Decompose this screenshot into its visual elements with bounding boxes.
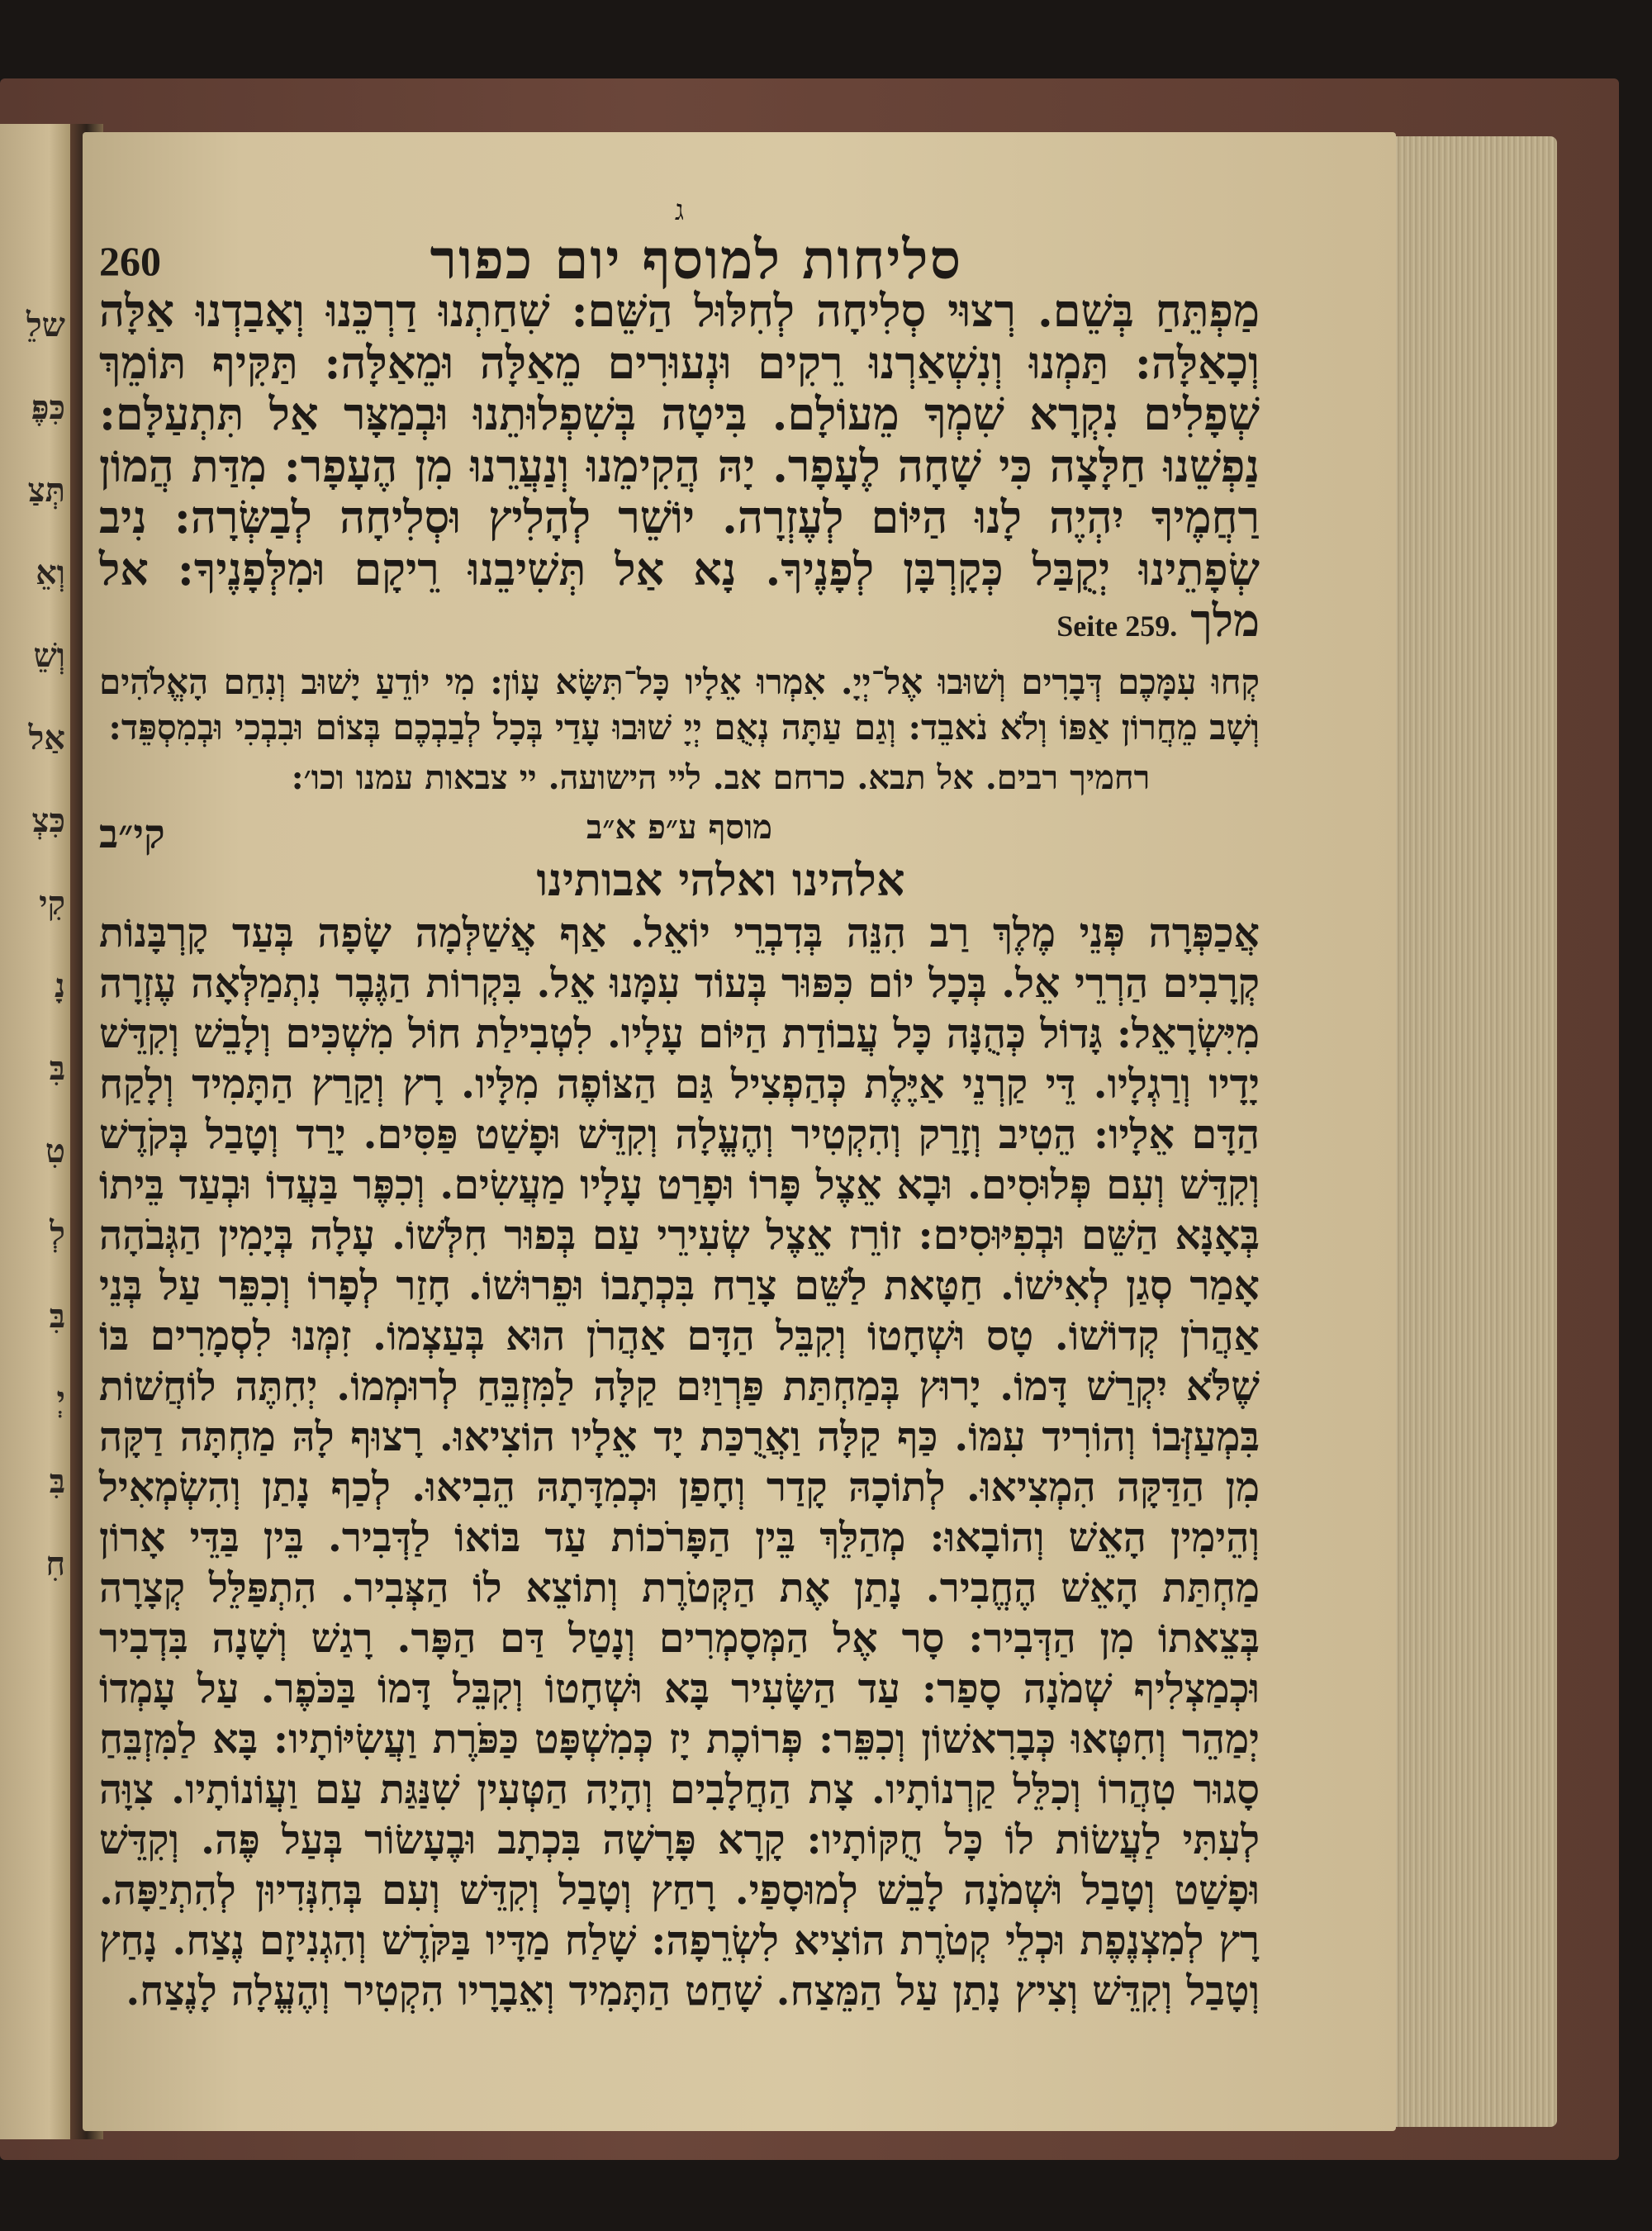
refrain-line: רחמיך רבים. אל תבא. כרחם אב. ליי הישועה. יי צבאות עמנו וכו׳:	[291, 757, 1151, 797]
printer-mark: ג	[674, 194, 685, 227]
left-page-fragment: כִּפֶּ	[31, 388, 65, 427]
prayer-heading: אלהינו ואלהי אבותינו	[536, 852, 905, 906]
left-page-fragment: טִ	[45, 1132, 65, 1170]
left-page-fragment: קִי	[39, 884, 65, 923]
section-number: קי״ב	[99, 810, 165, 857]
left-page-fragment: יְ	[56, 1379, 65, 1418]
verse-paragraph: קְחוּ עִמָּכֶם דְּבָרִים וְשׁוּבוּ אֶל־יְיָ. אִמְרוּ אֵלָיו כָּל־תִּשָּׂא עָוֹן: מִי יוֹדֵעַ יָשׁוּב וְנִחַם הָאֱלֹהִים וְשָׁב מֵחֲרוֹן אַפּוֹ וְלֹא נֹאבֵד: וְגַם עַתָּה נְאֻם יְיָ שׁוּבוּ עָדַי בְּכָל לְבַבְכֶם בְּצוֹם וּבִבְכִי וּבְמִסְפֵּד:	[99, 661, 1260, 748]
left-page-fragment: וְאֵ	[36, 553, 65, 592]
addition-note: מוסף ע״פ א״ב	[586, 807, 773, 847]
left-page-fragment: כִּצְ	[31, 801, 65, 840]
page-edges	[1371, 136, 1557, 2127]
opening-paragraph	[99, 285, 1260, 653]
prayer-text: אֲכַפְּרָה פְּנֵי מֶלֶךְ רַב הִנֵּה בְּדִבְרֵי יוֹאֵל. אַף אֲשַׁלְּמָה שָׂפָה בְּעַד קָרְבָּנוֹת קְרָבִים הַרְרֵי אֵל. בְּכָל יוֹם כִּפּוּר בְּעוֹד עִמָּנוּ אֵל. בִּקְרוֹת הַגֶּבֶר נִתְמַלְּאָה עֶזְרָה מִיִּשְׂרָאֵל: גָּדוֹל כְּהֻנָּה כָּל עֲבוֹדַת הַיּוֹם עָלָיו. לִטְבִילַת חוֹל מִשְׁכִּים וְלָבֵשׁ וְקִדֵּשׁ יָדָיו וְרַגְלָיו. דֵּי קַרְנֵי אַיֶּלֶת כְּהַפְצִיל גַּם הַצּוֹפֶה מִלָּיו. רָץ וְקַרַץ הַתָּמִיד וְלָקַח הַדָּם אֵלָיו: הֵטִיב וְזָרַק וְהִקְטִיר וְהֶעֱלָה וְקִדֵּשׁ וּפָשַׁט פַּסִּים. יָרַד וְטָבַל בְּקֹדֶשׁ וְקִדֵּשׁ וְעִם פְּלוּסִים. וּבָא אֵצֶל פָּרוֹ וּפָרַט עָלָיו מַעֲשִׂים. וְכִפֶּר בַּעֲדוֹ וּבְעַד בֵּיתוֹ בְּאָנָּא הַשֵּׁם וּבְפִיּוּסִים: זוֹרֵז אֵצֶל שְׂעִירֵי עַם בְּפוּר חִלְּשׁוֹ. עָלָה בְּיָמִין הַגְּבֹהָה אָמַר סְגַן לְאִישׁוֹ. חַטָּאת לַשֵּׁם צָרַח בִּכְתָבוֹ וּפֵרוּשׁוֹ. חָזַר לְפָרוֹ וְכִפֵּר עַל בְּנֵי אַהֲרֹן קְדוֹשׁוֹ. טָס וּשְׁחָטוֹ וְקִבֵּל הַדָּם אַהֲרֹן הוּא בְּעַצְמוֹ. זִמְּנוּ לִסְמָרִים בּוֹ שֶׁלֹּא יִקְרַשׁ דָּמוֹ. יָרוּץ בְּמַחְתַּת פַּרְוַיִם קַלָּה לַמִּזְבֵּחַ לְרוּמְמוֹ. יְחִתֶּה לוֹחֲשׁוֹת בִּמְעַזְּבוֹ וְהוֹרִיד עִמּוֹ. כַּף קַלָּה וַאֲרֻכַּת יָד אֵלָיו הוֹצִיאוּ. רָצוּף לָהּ מַחְתָּה דַקָּה מִן הַדַּקָּה הִמְצִיאוּ. לְתוֹכָהּ קָדַר וְחָפַן וּכְמִדָּתָהּ הֵבִיאוּ. לְכַף נָתַן וְהִשְׂמְאִיל וְהֵימִין הָאֵשׁ וְהוֹבָאוּ: מְהַלֵּךְ בֵּין הַפָּרֹכוֹת עַד בּוֹאוֹ לַדְּבִיר. בֵּין בַּדֵּי אָרוֹן מַחְתַּת הָאֵשׁ הֶחֱבִיר. נָתַן אֶת הַקְּטֹרֶת וְתוֹצֵא לוֹ הַצְּבִיר. הִתְפַּלֵּל קְצָרָה בְּצֵאתוֹ מִן הַדְּבִיר: סָר אֶל הַמְּסָמְרִים וְנָטַל דַּם הַפָּר. רָגַשׁ וְשָׁנָה בִּדְבִיר וּכְמַצְלִיף שְׁמֹנָה סָפַר: עַד הַשָּׂעִיר בָּא וּשְׁחָטוֹ וְקִבֵּל דָּמוֹ בַּכֹּפֶר. עַל עָמְדוֹ יְמַהֵר וְחִטְּאוּ כְּבָרִאשׁוֹן וְכִפֵּר: פְּרוֹכֶת יָז כְּמִשְׁפָּט כַּפֹּרֶת וַעֲשִׂיּוֹתָיו: בָּא לַמִּזְבֵּחַ סָגוּר טִהֲרוֹ וְכִלֵּל קַרְנוֹתָיו. צָת הַחֲלָבִים וְהָיָה הַטְּעִין שִׁנַּגַּת עַם וַעֲוֹנוֹתָיו. צִוָּה לְעִתִּי לַעֲשׂוֹת לוֹ כָּל חֻקּוֹתָיו: קָרָא פָּרָשָׁה בִּכְתָב וּבֶעָשׂוֹר בְּעַל פֶּה. וְקִדֵּשׁ וּפָשַׁט וְטָבַל וּשְׁמֹנָה לָבֵשׁ לְמוּסָפַי. רָחַץ וְטָבַל וְקִדֵּשׁ וְעִם בְּחִנְּדִיוּן לְהִתְיַפָּה. רָץ לְמִצְנֶפֶת וּכְלֵי קְטֹרֶת הוֹצִיא לִשְׂרֵפָה: שָׁלַח מַדָּיו בַּקֹּדֶשׁ וְהִגְנִיזָם נֶצַח. נָחַץ וְטָבַל וְקִדֵּשׁ וְצִיץ נָתַן עַל הַמֵּצַח. שָׁחַט הַתָּמִיד וְאֵבָרָיו הִקְטִיר וְהֶעֱלָה לָנֶצַח.	[99, 908, 1260, 2015]
opening-text: מַפְתֵּחַ בְּשֵׁם. רְצוּי סְלִיחָה לְחִלּוּל הַשֵּׁם: שִׁחַתְנוּ דַרְכֵּנוּ וְאָבַדְנוּ אַלָּה וְכָאַלָּה: תַּמְנוּ וְנִשְׁאַרְנוּ רֵקִים וּנְעוּרִים מֵאַלָּה וּמֵאַלָּה: תַּקִּיף תּוֹמֵךְ שְׁפָלִים נִקְרָא שִׁמְךָ מֵעוֹלָם. בִּיטָה בְּשִׁפְלוּתֵנוּ וּבְמַצָּר אַל תִּתְעַלָּם: נַפְשֵׁנוּ חַלָּצָה כִּי שָׁחָה לֶעָפָר. יָהּ הֲקִימֵנוּ וְנַעֲרֵנוּ מִן הֶעָפָר: מִדַּת הֲמוֹן רַחֲמֶיךָ יִהְיֶה לָנוּ הַיּוֹם לְעֶזְרָה. יוֹשֵׁר לְהָלִיץ וּסְלִיחָה לְבַשְּׂרָה: נִיב שְׂפָתֵינוּ יְקֻבַּל כְּקָרְבָּן לְפָנֶיךָ. נָא אַל תְּשִׁיבֵנוּ רֵיקָם וּמִלְּפָנֶיךָ: אל מלך	[99, 284, 1260, 647]
left-page-fragment: בִּ	[49, 1297, 65, 1336]
left-page-fragment: בִּ	[49, 1462, 65, 1501]
left-page-fragment: חִ	[45, 1545, 65, 1583]
page-title: סליחות למוסף יום כפור	[430, 227, 962, 292]
left-page	[0, 124, 70, 2139]
page-number: 260	[99, 238, 161, 284]
page-text	[99, 186, 1260, 2016]
left-page-fragment: אַל	[28, 719, 65, 757]
left-page-fragment: לְ	[50, 1214, 65, 1253]
left-page-fragment: בִּ	[49, 1049, 65, 1088]
left-page-fragment: תְּצַ	[27, 471, 65, 510]
page-reference: Seite 259.	[1056, 610, 1178, 643]
running-head	[99, 186, 1260, 292]
addition-row	[99, 807, 1260, 857]
left-page-fragment: שלֵ	[26, 306, 65, 344]
left-page-fragment: נָ	[54, 966, 65, 1005]
left-page-fragment: וְשֵׁ	[33, 636, 65, 675]
